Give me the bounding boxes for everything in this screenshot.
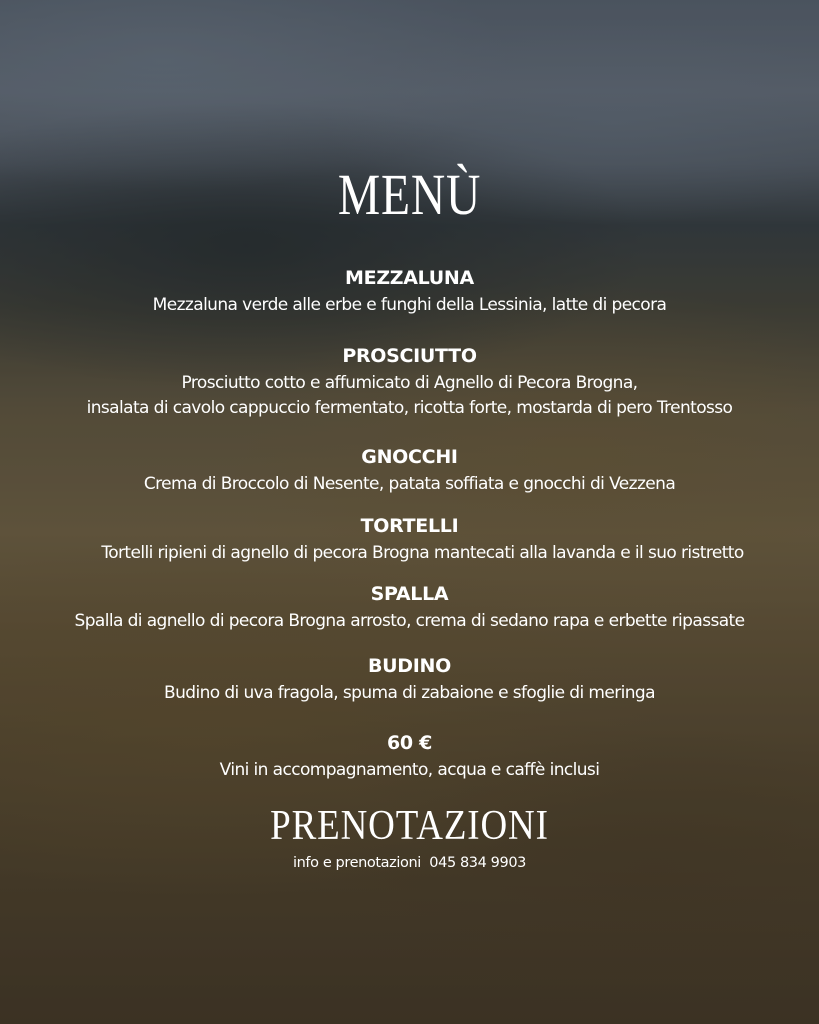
course-description: Budino di uva fragola, spuma di zabaione e sfoglie di meringa: [164, 683, 655, 703]
course-prosciutto: [0, 344, 819, 419]
course-description: Mezzaluna verde alle erbe e funghi della Lessinia, latte di pecora: [152, 295, 667, 315]
menu-title: MENÙ: [337, 162, 482, 227]
booking-title: PRENOTAZIONI: [270, 803, 549, 849]
course-description: insalata di cavolo cappuccio fermentato, ricotta forte, mostarda di pero Trentosso: [86, 398, 733, 418]
course-budino: [0, 654, 819, 704]
course-name: SPALLA: [370, 583, 449, 605]
course-spalla: [0, 582, 819, 632]
course-mezzaluna: [0, 266, 819, 316]
menu-price: [0, 731, 819, 781]
course-description: Tortelli ripieni di agnello di pecora Brogna mantecati alla lavanda e il suo ristretto: [101, 543, 744, 563]
course-description: Crema di Broccolo di Nesente, patata soffiata e gnocchi di Vezzena: [143, 474, 676, 494]
course-name: GNOCCHI: [361, 446, 458, 468]
price-amount: 60 €: [386, 732, 433, 754]
booking-contact: info e prenotazioni 045 834 9903: [293, 855, 526, 871]
course-name: TORTELLI: [360, 515, 459, 537]
course-description: Prosciutto cotto e affumicato di Agnello di Pecora Brogna,: [181, 373, 638, 393]
course-description: Spalla di agnello di pecora Brogna arrosto, crema di sedano rapa e erbette ripassate: [74, 611, 745, 631]
course-name: PROSCIUTTO: [342, 345, 477, 367]
price-note: Vini in accompagnamento, acqua e caffè inclusi: [219, 760, 600, 780]
course-tortelli: [0, 514, 819, 564]
course-name: BUDINO: [367, 655, 451, 677]
course-gnocchi: [0, 445, 819, 495]
course-name: MEZZALUNA: [345, 267, 474, 289]
